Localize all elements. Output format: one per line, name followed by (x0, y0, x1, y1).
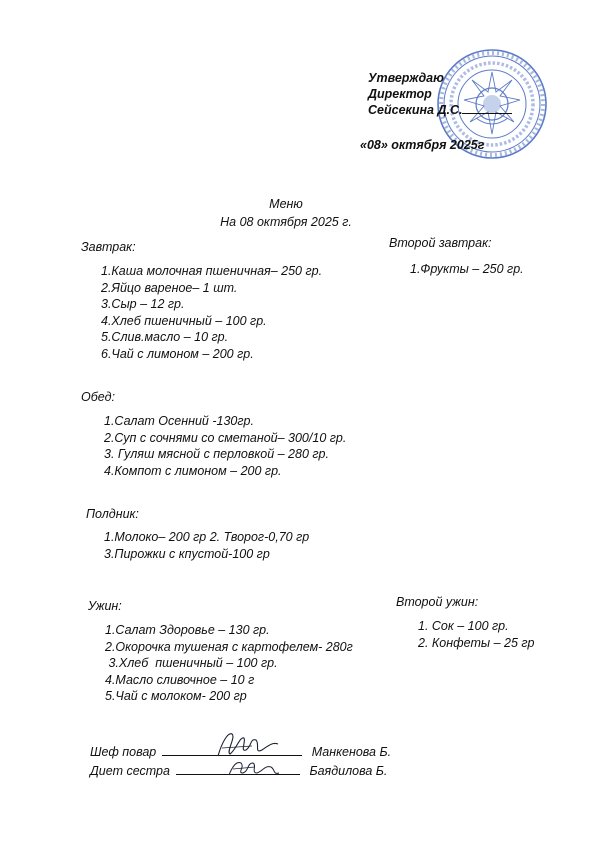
list-item: 2.Суп с сочнями со сметаной– 300/10 гр. (104, 430, 347, 445)
list-item: 1. Сок – 100 гр. (418, 619, 509, 633)
approver-title: Директор (368, 87, 432, 101)
breakfast-label: Завтрак: (81, 240, 136, 254)
nurse-name: Баядилова Б. (309, 764, 388, 778)
approval-date: «08» октября 2025г (360, 138, 485, 152)
list-item: 1.Фрукты – 250 гр. (410, 262, 524, 276)
list-item: 4.Масло сливочное – 10 г (105, 672, 255, 687)
second-breakfast-list (410, 261, 524, 278)
menu-heading: Меню (269, 197, 303, 211)
list-item: 6.Чай с лимоном – 200 гр. (101, 346, 254, 361)
list-item: 1.Салат Осенний -130гр. (104, 414, 254, 428)
approval-block (368, 70, 512, 118)
chef-name: Манкенова Б. (311, 745, 392, 759)
approval-word: Утверждаю (368, 71, 444, 85)
second-dinner-label: Второй ужин: (396, 595, 479, 609)
lunch-list (104, 413, 346, 479)
list-item: 1.Салат Здоровье – 130 гр. (105, 623, 270, 637)
breakfast-list (101, 263, 322, 362)
list-item: 3.Пирожки с кпустой-100 гр (104, 546, 270, 561)
list-item: 3. Гуляш мясной с перловкой – 280 гр. (104, 447, 329, 461)
list-item: 1.Каша молочная пшеничная– 250 гр. (101, 264, 323, 278)
snack-label: Полдник: (86, 507, 139, 521)
dinner-list (105, 622, 353, 705)
menu-date: На 08 октября 2025 г. (220, 215, 352, 229)
menu-title (206, 195, 366, 231)
list-item: 1.Молоко– 200 гр 2. Творог-0,70 гр (104, 530, 310, 544)
approver-name: Сейсекина Д.С. (368, 102, 512, 118)
list-item: 2.Окорочка тушеная с картофелем- 280г (105, 639, 353, 654)
list-item: 4.Компот с лимоном – 200 гр. (104, 463, 282, 478)
list-item: 5.Чай с молоком- 200 гр (105, 689, 247, 703)
lunch-label: Обед: (81, 390, 115, 404)
snack-list (104, 529, 309, 562)
nurse-handwritten-signature (225, 755, 281, 781)
nurse-role: Диет сестра (90, 764, 170, 778)
list-item: 3.Хлеб пшеничный – 100 гр. (105, 656, 278, 670)
list-item: 2.Яйцо вареное– 1 шт. (101, 280, 238, 295)
list-item: 3.Сыр – 12 гр. (101, 297, 185, 311)
second-dinner-list (418, 618, 535, 651)
list-item: 2. Конфеты – 25 гр (418, 635, 535, 650)
chef-role: Шеф повар (90, 745, 157, 759)
list-item: 5.Слив.масло – 10 гр. (101, 330, 229, 344)
dinner-label: Ужин: (88, 599, 122, 613)
list-item: 4.Хлеб пшеничный – 100 гр. (101, 313, 267, 328)
second-breakfast-label: Второй завтрак: (389, 236, 492, 250)
